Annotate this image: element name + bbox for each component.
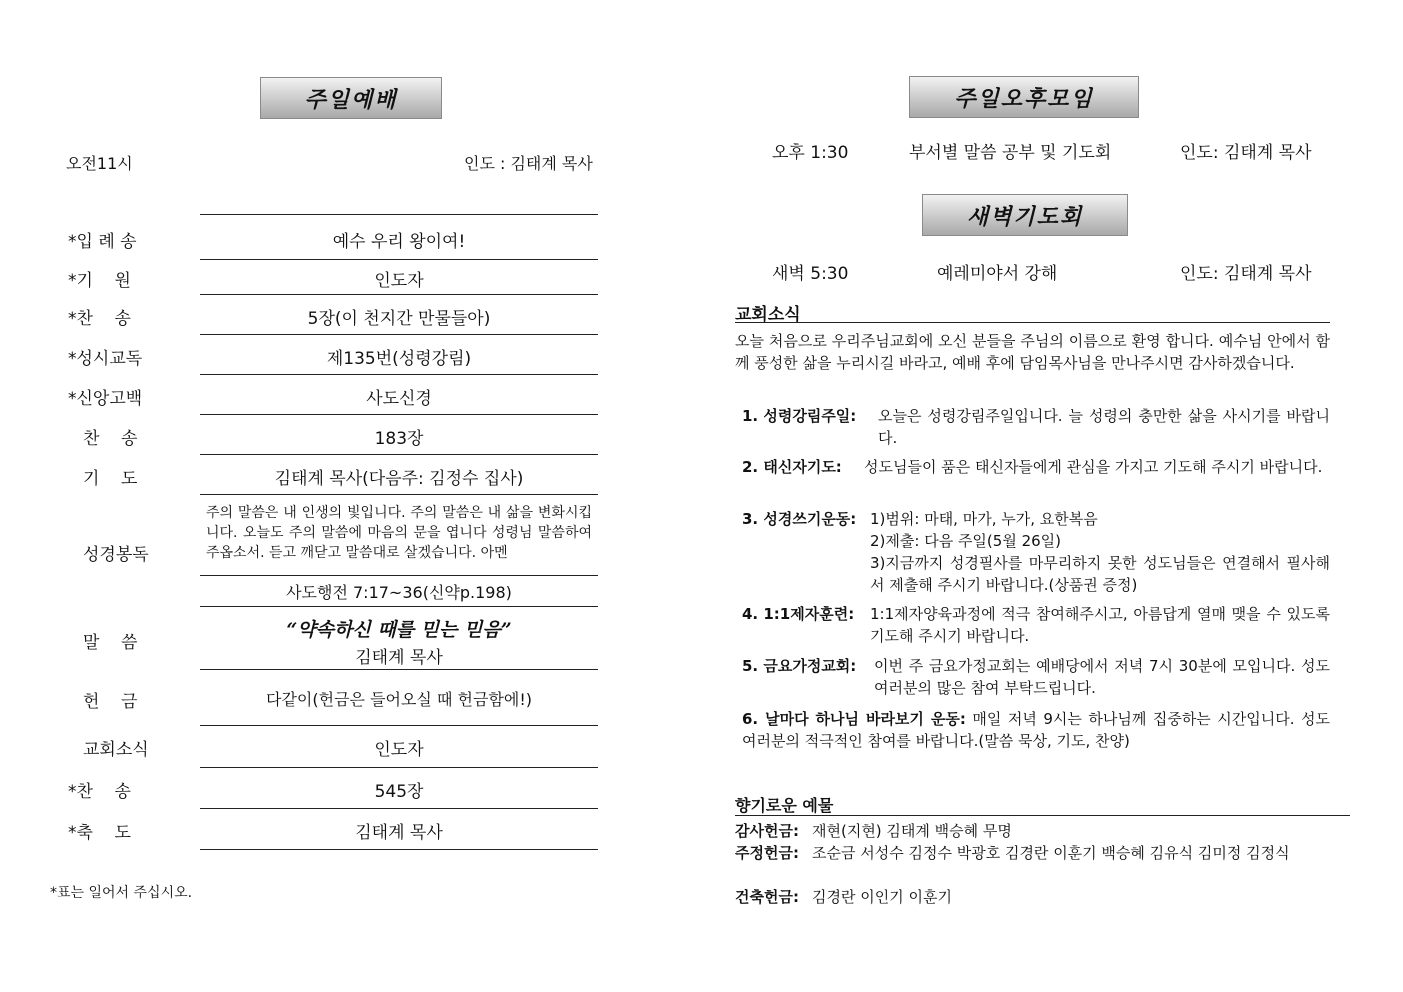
news-item [742,405,1330,449]
news-item-text: 오늘은 성령강림주일입니다. 늘 성령의 충만한 삶을 사시기를 바랍니다. [878,407,1330,447]
offering-names: 재현(지현) 김태계 백승혜 무명 [812,822,1012,840]
scripture-reference: 사도행전 7:17~36(신약p.198) [286,583,512,602]
order-label: 헌 금 [83,692,138,712]
order-value: 545장 [374,782,424,802]
news-item [742,603,1330,647]
order-value: 김태계 목사(다음주: 김정수 집사) [274,469,524,489]
news-item-title: 4. 1:1제자훈련: [742,605,855,623]
dawn-desc: 예레미야서 강해 [937,264,1058,284]
news-item-title: 6. 날마다 하나님 바라보기 운동: [742,710,966,728]
order-value: 제135번(성령강림) [326,349,472,369]
news-item-line: 1)범위: 마태, 마가, 누가, 요한복음 [870,510,1098,528]
news-item-text: 성도님들이 품은 태신자들에게 관심을 가지고 기도해 주시기 바랍니다. [864,458,1323,476]
offering-row [735,842,1325,864]
news-item-text: 1:1제자양육과정에 적극 참여해주시고, 아름답게 열매 맺을 수 있도록 기도해 주시기 바랍니다. [870,605,1330,645]
news-title: 교회소식 [735,305,801,325]
news-item-title: 1. 성령강림주일: [742,407,857,425]
news-item-text: 이번 주 금요가정교회는 예배당에서 저녁 7시 30분에 모입니다. 성도 여러분의 많은 참여 부탁드립니다. [874,657,1330,697]
order-label: *찬 송 [68,782,131,802]
standing-footnote: *표는 일어서 주십시오. [50,885,193,901]
order-label: 찬 송 [83,429,138,449]
worship-time: 오전11시 [66,154,133,173]
order-label: *찬 송 [68,309,131,329]
news-item-title: 3. 성경쓰기운동: [742,510,857,528]
order-label: *입 례 송 [68,232,137,252]
offering-names: 김경란 이인기 이훈기 [812,888,952,906]
afternoon-leader: 인도: 김태계 목사 [1180,143,1312,163]
offering-label: 건축헌금: [735,888,799,906]
order-label: *성시교독 [68,349,143,369]
scripture-prayer: 주의 말씀은 내 인생의 빛입니다. 주의 말씀은 내 삶을 변화시킵니다. 오늘도 주의 말씀에 마음의 문을 엽니다 성령님 말씀하여 주옵소서. 듣고 깨닫고 말씀대로 살겠습니다. 아멘 [206,505,592,561]
offering-row [735,886,1350,908]
sermon-title: “약속하신 때를 믿는 믿음” [286,619,512,641]
order-value: 예수 우리 왕이여! [332,232,466,252]
news-item-line: 3)지금까지 성경필사를 마무리하지 못한 성도님들은 연결해서 필사해서 제출해 주시기 바랍니다.(상품권 증정) [870,554,1330,594]
order-value: 5장(이 천지간 만물들아) [307,309,491,329]
news-item [742,655,1330,699]
order-value: 사도신경 [366,389,432,409]
order-label: *기 원 [68,271,131,291]
afternoon-banner: 주일오후모임 [909,76,1139,118]
order-value: 인도자 [374,271,424,291]
news-item [742,508,1330,596]
order-label: 교회소식 [83,740,149,760]
dawn-banner: 새벽기도회 [922,194,1128,236]
order-label: *신앙고백 [68,389,143,409]
order-value: 김태계 목사 [355,823,443,843]
offering-label: 주정헌금: [735,844,799,862]
dawn-leader: 인도: 김태계 목사 [1180,264,1312,284]
worship-leader: 인도 : 김태계 목사 [464,154,593,173]
order-value: 인도자 [374,740,424,760]
order-label: *축 도 [68,823,131,843]
order-label: 말 씀 [83,633,138,653]
afternoon-time: 오후 1:30 [772,143,849,163]
offering-label: 감사헌금: [735,822,799,840]
order-value: 다같이(헌금은 들어오실 때 헌금함에!) [266,690,532,709]
sermon-preacher: 김태계 목사 [355,648,443,668]
offering-row [735,820,1350,842]
news-item-line: 2)제출: 다음 주일(5월 26일) [870,532,1062,550]
news-item-text: 매일 저녁 9시는 하나님께 집중하는 시간입니다. 성도 여러분의 적극적인 참여를 바랍니다.(말씀 묵상, 기도, 찬양) [742,710,1331,750]
order-label: 성경봉독 [83,545,149,565]
news-item-title: 5. 금요가정교회: [742,657,857,675]
news-item [742,708,1330,752]
order-value: 183장 [374,429,424,449]
news-item-title: 2. 태신자기도: [742,458,842,476]
worship-banner: 주일예배 [260,77,442,119]
offering-title: 향기로운 예물 [735,796,834,815]
order-label: 기 도 [83,469,138,489]
dawn-time: 새벽 5:30 [772,264,849,284]
offering-names: 조순금 서성수 김정수 박광호 김경란 이훈기 백승혜 김유식 김미정 김정식 [812,844,1290,862]
news-item [742,456,1330,478]
afternoon-desc: 부서별 말씀 공부 및 기도회 [909,143,1112,163]
welcome-intro: 오늘 처음으로 우리주님교회에 오신 분들을 주님의 이름으로 환영 합니다. 예수님 안에서 함께 풍성한 삶을 누리시길 바라고, 예배 후에 담임목사님을 만나주시면 감사하겠습니다. [735,332,1330,372]
